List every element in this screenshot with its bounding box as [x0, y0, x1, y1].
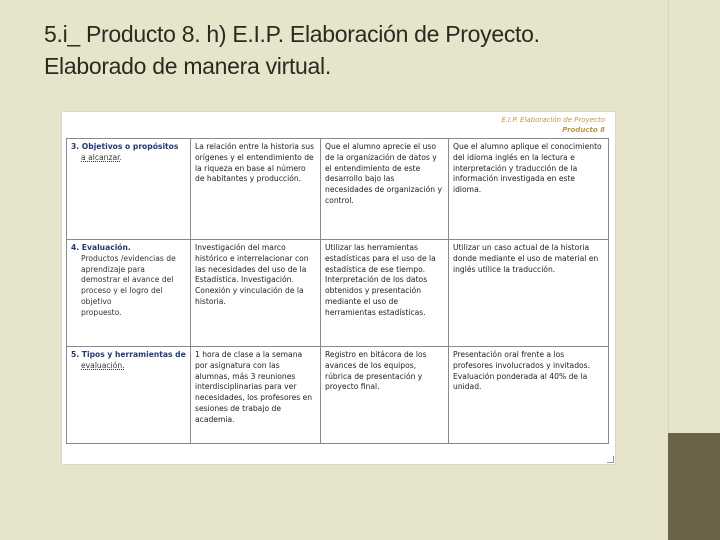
side-band-light	[668, 0, 720, 433]
embedded-document-image[interactable]	[62, 112, 615, 464]
table-cell: La relación entre la historia sus orígenes y el entendimiento de la riqueza en base al número de habitantes y producción.	[191, 139, 321, 240]
slide-title-line-1: 5.i_ Producto 8. h) E.I.P. Elaboración de Proyecto.	[44, 21, 540, 47]
criterion-subtitle-end: propuesto.	[81, 307, 122, 317]
criterion-title: 4. Evaluación.	[71, 243, 131, 252]
table-cell: Utilizar las herramientas estadísticas para el uso de la estadística de ese tiempo. Interpretación de los datos obtenidos y presentación mediante el uso de herramientas estadísticas.	[321, 240, 449, 347]
table-cell: Que el alumno aprecie el uso de la organización de datos y el entendimiento de este desarrollo bajo las necesidades de organización y control.	[321, 139, 449, 240]
table-cell: Presentación oral frente a los profesores involucrados y invitados. Evaluación ponderada al 40% de la unidad.	[449, 347, 609, 444]
criterion-subtitle: evaluación.	[81, 360, 125, 370]
table-row	[67, 139, 609, 240]
table-cell: Registro en bitácora de los avances de los equipos, rúbrica de presentación y proyecto final.	[321, 347, 449, 444]
table-cell: 1 hora de clase a la semana por asignatura con las alumnas, más 3 reuniones interdisciplinarias para ver necesidades, los profesores en sesiones de trabajo de academia.	[191, 347, 321, 444]
table-cell: Utilizar un caso actual de la historia donde mediante el uso de material en inglés utilice la traducción.	[449, 240, 609, 347]
table-cell: Investigación del marco histórico e interrelacionar con las necesidades del uso de la Estadística. Investigación. Conexión y vinculación de la historia.	[191, 240, 321, 347]
document-header-product: Producto 8	[562, 126, 605, 134]
criterion-cell	[67, 240, 191, 347]
criterion-title: 3. Objetivos o propósitos	[71, 142, 179, 151]
criterion-subtitle: Productos /evidencias de aprendizaje para demostrar el avance del proceso y el logro del objetivo	[81, 253, 176, 306]
document-header-title: E.I.P. Elaboración de Proyecto	[501, 116, 605, 124]
criterion-cell	[67, 347, 191, 444]
side-band-dark	[668, 433, 720, 540]
slide-title-line-2: Elaborado de manera virtual.	[44, 53, 331, 79]
table-cell: Que el alumno aplique el conocimiento del idioma inglés en la lectura e interpretación y traducción de la información investigada en este idioma.	[449, 139, 609, 240]
document-header	[501, 115, 605, 135]
resize-handle-icon[interactable]	[607, 456, 614, 463]
table-row	[67, 347, 609, 444]
criterion-subtitle: a alcanzar.	[81, 152, 122, 162]
criterion-title: 5. Tipos y herramientas de	[71, 350, 186, 359]
criterion-cell	[67, 139, 191, 240]
slide-title	[44, 18, 654, 82]
project-table	[66, 138, 609, 444]
table-row	[67, 240, 609, 347]
